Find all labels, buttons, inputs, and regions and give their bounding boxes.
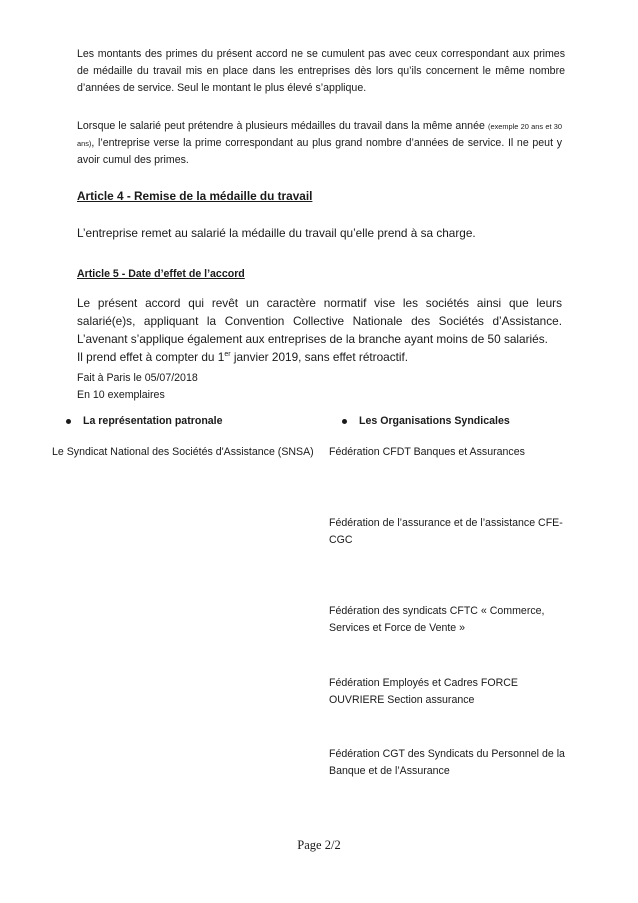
article-4-heading: Article 4 - Remise de la médaille du travail [77, 189, 313, 203]
bullet-employer [66, 415, 223, 427]
bullet-icon [342, 419, 347, 424]
signature-place-date: Fait à Paris le 05/07/2018 [77, 372, 198, 384]
article-5-heading: Article 5 - Date d’effet de l’accord [77, 268, 245, 280]
paragraph-text: Lorsque le salarié peut prétendre à plusieurs médailles du travail dans la même année [77, 120, 489, 132]
union-signatory: Fédération de l’assurance et de l’assistance CFE-CGC [329, 517, 563, 546]
bullet-employer-label: La représentation patronale [83, 415, 223, 427]
union-signatory: Fédération CFDT Banques et Assurances [329, 446, 525, 458]
copies-count: En 10 exemplaires [77, 389, 165, 401]
union-signatory: Fédération des syndicats CFTC « Commerce, Services et Force de Vente » [329, 605, 545, 634]
ordinal-suffix: er [224, 351, 231, 359]
article-5-body [77, 294, 562, 366]
bullet-unions [342, 415, 510, 427]
bullet-icon [66, 419, 71, 424]
bullet-unions-label: Les Organisations Syndicales [359, 415, 510, 427]
paragraph-text: , l’entreprise verse la prime correspondant au plus grand nombre d’années de service. Il ne peut y avoir cumul des primes. [77, 137, 562, 166]
paragraph-plusieurs-medailles [77, 118, 562, 169]
article-4-text: L’entreprise remet au salarié la médaille du travail qu’elle prend à sa charge. [77, 226, 476, 240]
article-5-text: Le présent accord qui revêt un caractère normatif vise les sociétés ainsi que leurs salarié(e)s, appliquant la Convention Collective Nationale des Sociétés d’Assistance. L’avenant s’applique également aux entreprises de la branche ayant moins de 50 salariés. [77, 296, 562, 346]
example-note: (exemple 20 ans et 30 ans) [77, 122, 562, 148]
union-signatory: Fédération Employés et Cadres FORCE OUVRIERE Section assurance [329, 677, 518, 706]
effect-date-text: janvier 2019, sans effet rétroactif. [230, 350, 409, 364]
union-signatory: Fédération CGT des Syndicats du Personnel de la Banque et de l’Assurance [329, 748, 565, 777]
effect-date-text: Il prend effet à compter du 1 [77, 350, 225, 364]
paragraph-cumul-primes: Les montants des primes du présent accord ne se cumulent pas avec ceux correspondant aux primes de médaille du travail mis en place dans les entreprises dès lors qu’ils concernent le même nombre d’années de service. Seul le montant le plus élevé s’applique. [77, 48, 565, 94]
employer-signatory: Le Syndicat National des Sociétés d'Assistance (SNSA) [52, 446, 314, 458]
article-5-effect-date [77, 348, 562, 366]
page-number: Page 2/2 [297, 838, 341, 852]
